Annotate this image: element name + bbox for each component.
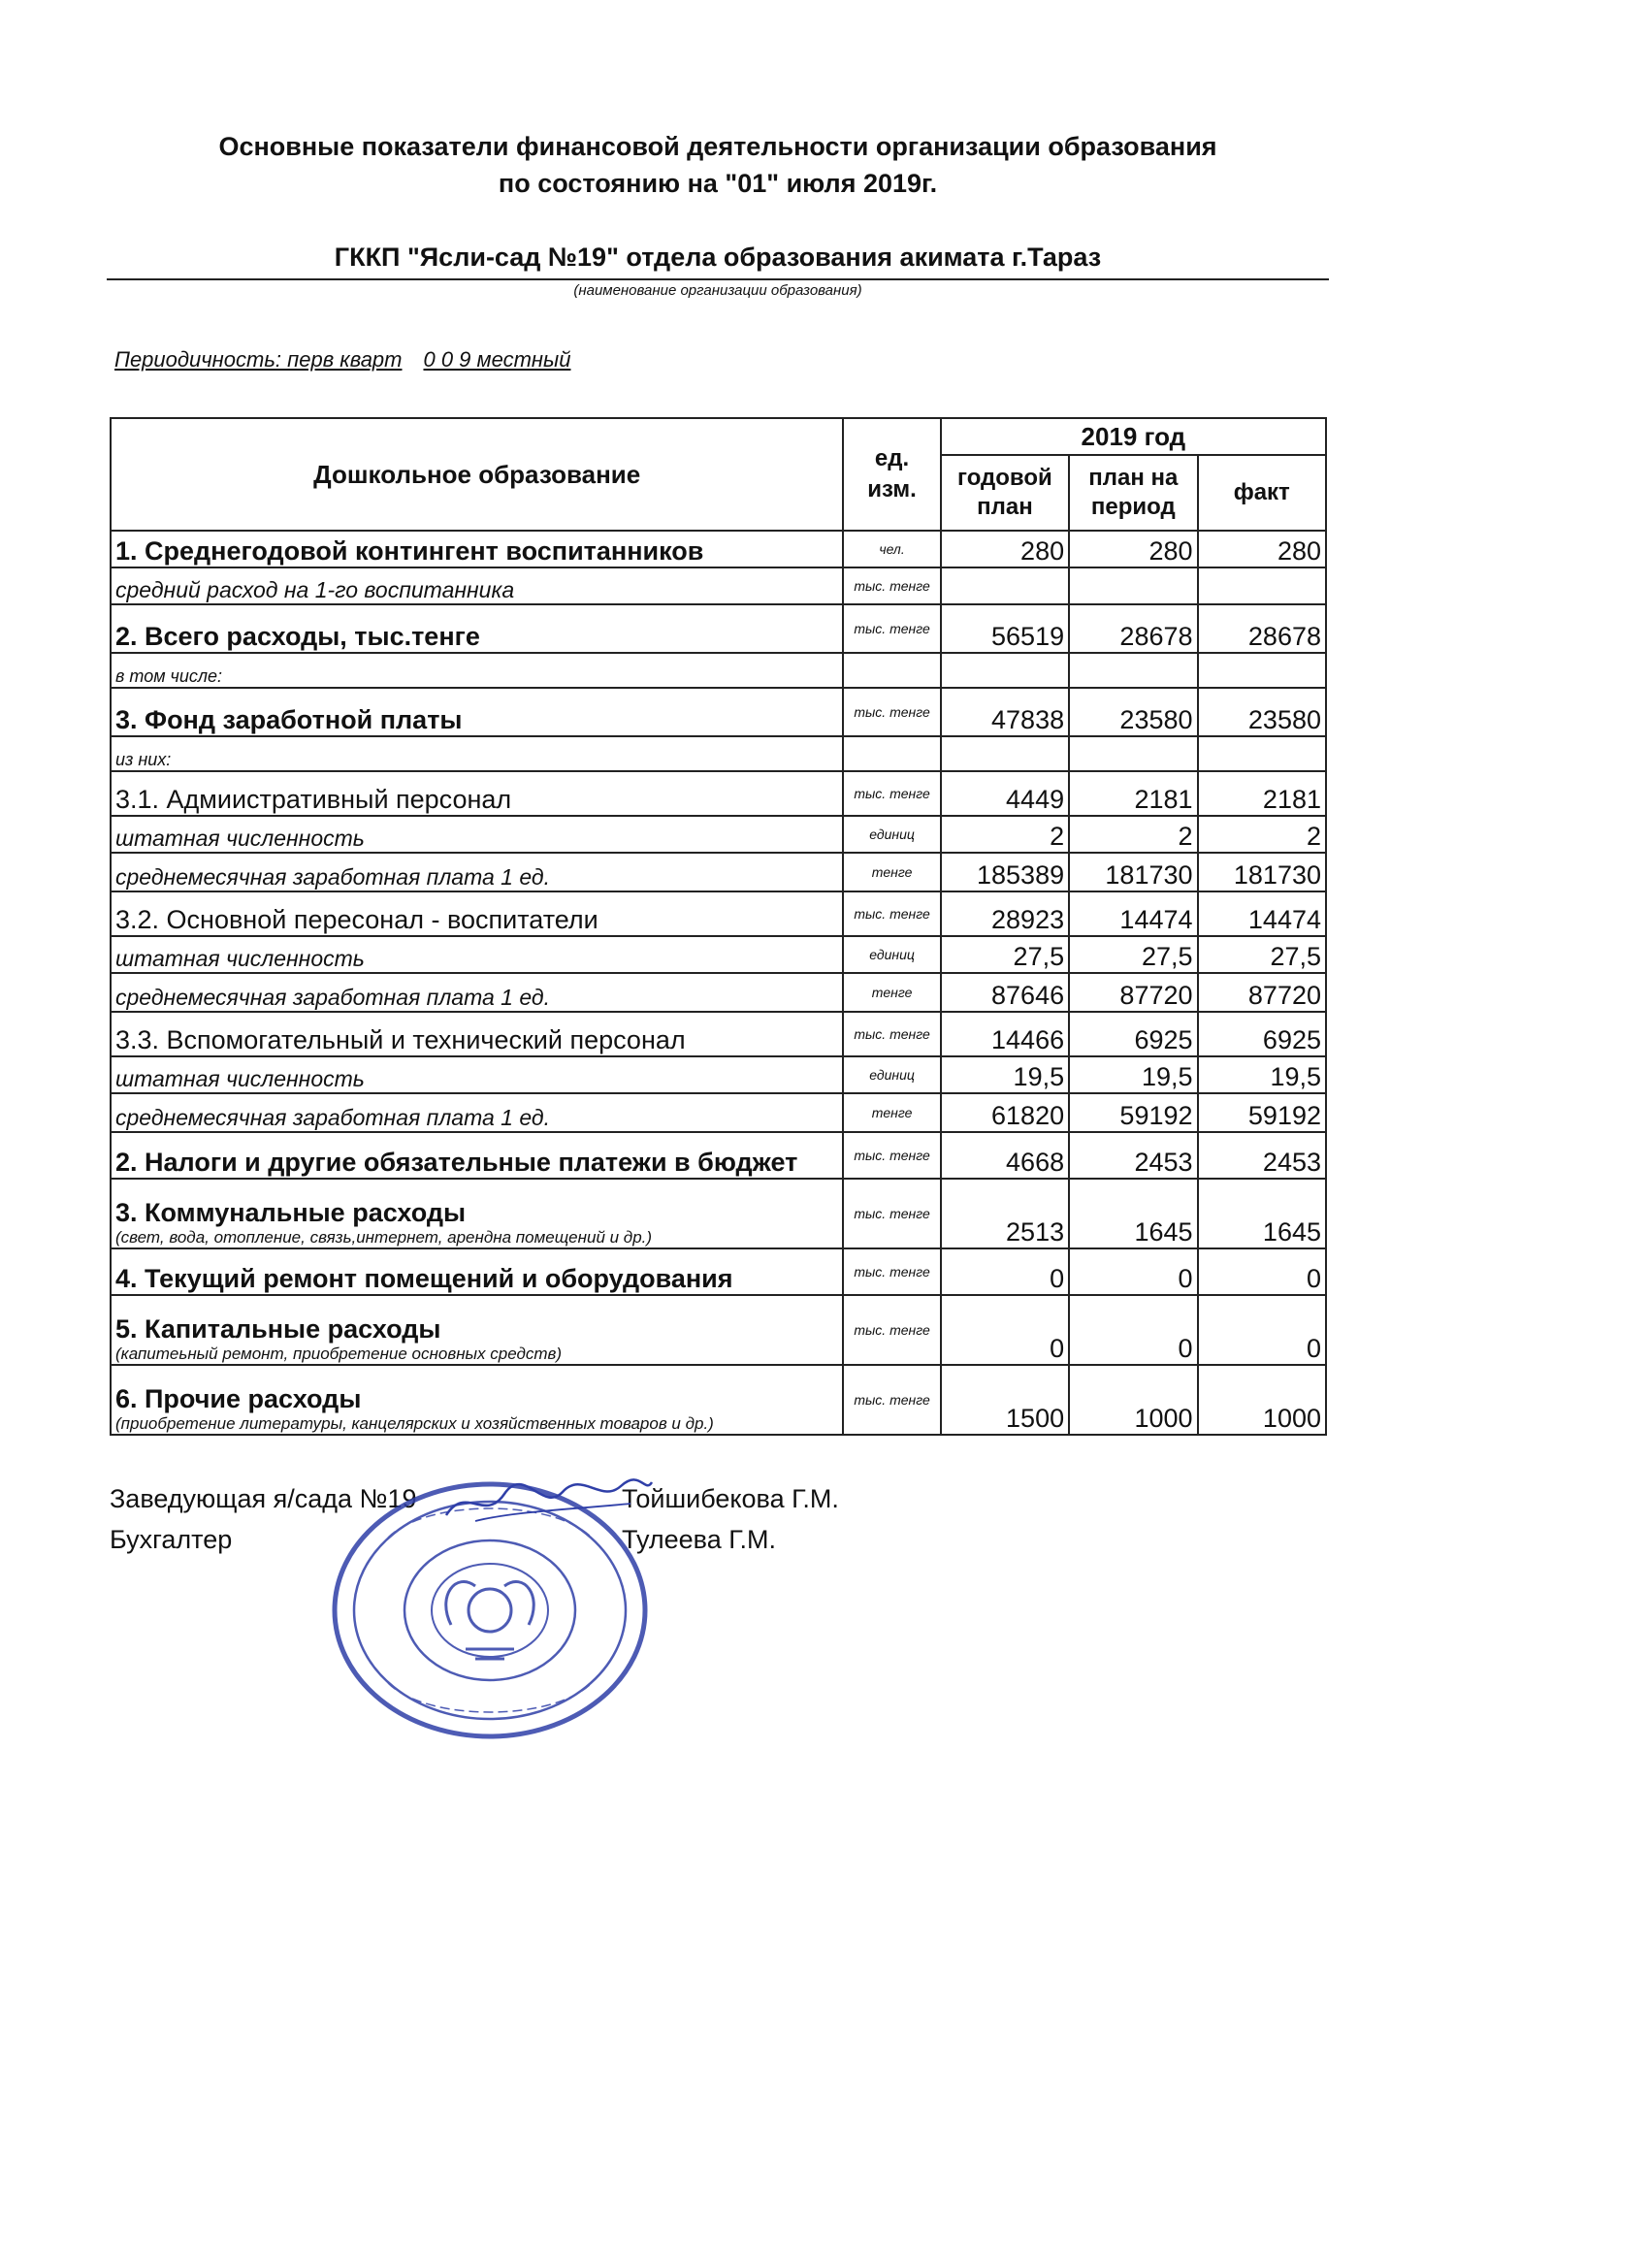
row-period-plan — [1069, 567, 1197, 604]
row-period-plan: 14474 — [1069, 891, 1197, 936]
row-name — [111, 1132, 843, 1179]
row-name — [111, 604, 843, 653]
row-unit — [843, 736, 940, 771]
row-name — [111, 1093, 843, 1132]
row-unit: тыс. тенге — [843, 567, 940, 604]
table-row — [111, 1179, 1326, 1248]
row-period-plan: 2181 — [1069, 771, 1197, 816]
head-label: Заведующая я/сада №19 — [110, 1484, 417, 1513]
row-period-plan: 59192 — [1069, 1093, 1197, 1132]
row-name — [111, 1179, 843, 1248]
periodicity-label: Периодичность: перв кварт — [114, 347, 403, 372]
row-unit: тыс. тенге — [843, 891, 940, 936]
table-row — [111, 1248, 1326, 1295]
document-title — [107, 128, 1329, 202]
row-name-text: 1. Среднегодовой контингент воспитанников — [115, 536, 704, 566]
table-row — [111, 1093, 1326, 1132]
row-fact: 27,5 — [1198, 936, 1326, 973]
accountant-name: Тулеева Г.М. — [622, 1525, 777, 1554]
row-name — [111, 771, 843, 816]
row-unit: тыс. тенге — [843, 1365, 940, 1435]
row-annual-plan: 27,5 — [941, 936, 1069, 973]
row-fact: 1645 — [1198, 1179, 1326, 1248]
row-name-text: среднемесячная заработная плата 1 ед. — [115, 1105, 550, 1130]
row-period-plan: 0 — [1069, 1295, 1197, 1365]
row-fact: 2181 — [1198, 771, 1326, 816]
row-unit: тыс. тенге — [843, 1179, 940, 1248]
row-annual-plan: 28923 — [941, 891, 1069, 936]
row-fact: 87720 — [1198, 973, 1326, 1012]
row-annual-plan — [941, 567, 1069, 604]
row-name-text: штатная численность — [115, 826, 365, 851]
row-name-text: 5. Капитальные расходы — [115, 1314, 441, 1344]
row-name — [111, 653, 843, 688]
row-name-text: 3.2. Основной пересонал - воспитатели — [115, 905, 598, 934]
row-note: (приобретение литературы, канцелярских и хозяйственных товаров и др.) — [115, 1414, 714, 1433]
official-seal-stamp — [330, 1479, 650, 1741]
header-fact: факт — [1198, 455, 1326, 531]
table-row — [111, 816, 1326, 853]
row-fact: 1000 — [1198, 1365, 1326, 1435]
row-annual-plan: 56519 — [941, 604, 1069, 653]
row-annual-plan: 14466 — [941, 1012, 1069, 1056]
row-period-plan: 87720 — [1069, 973, 1197, 1012]
table-row — [111, 1295, 1326, 1365]
row-name-text: 3. Фонд заработной платы — [115, 705, 463, 734]
financial-indicators-table — [110, 417, 1327, 1436]
row-name — [111, 1295, 843, 1365]
row-fact: 23580 — [1198, 688, 1326, 736]
row-unit: тыс. тенге — [843, 1132, 940, 1179]
row-name — [111, 1365, 843, 1435]
row-period-plan: 0 — [1069, 1248, 1197, 1295]
table-row — [111, 771, 1326, 816]
row-name-text: 3. Коммунальные расходы — [115, 1198, 467, 1227]
periodicity — [114, 347, 570, 373]
title-line-1: Основные показатели финансовой деятельности организации образования — [218, 132, 1217, 161]
row-name-text: 2. Налоги и другие обязательные платежи в бюджет — [115, 1148, 798, 1177]
row-name-text: в том числе: — [115, 666, 223, 686]
row-name-text: средний расход на 1-го воспитанника — [115, 577, 515, 602]
table-row — [111, 604, 1326, 653]
row-unit: тыс. тенге — [843, 1295, 940, 1365]
row-annual-plan: 185389 — [941, 853, 1069, 891]
row-annual-plan: 280 — [941, 531, 1069, 567]
row-name — [111, 1248, 843, 1295]
row-name — [111, 816, 843, 853]
row-note: (капитеьный ремонт, приобретение основных средств) — [115, 1345, 563, 1363]
row-unit — [843, 653, 940, 688]
row-fact: 2 — [1198, 816, 1326, 853]
row-name — [111, 936, 843, 973]
row-name-text: 4. Текущий ремонт помещений и оборудования — [115, 1264, 733, 1293]
table-row — [111, 853, 1326, 891]
row-unit: единиц — [843, 1056, 940, 1093]
row-period-plan: 23580 — [1069, 688, 1197, 736]
row-name-text: штатная численность — [115, 946, 365, 971]
row-name — [111, 891, 843, 936]
row-annual-plan: 2513 — [941, 1179, 1069, 1248]
row-fact: 28678 — [1198, 604, 1326, 653]
row-fact: 280 — [1198, 531, 1326, 567]
row-period-plan: 19,5 — [1069, 1056, 1197, 1093]
table-row — [111, 567, 1326, 604]
table-row — [111, 736, 1326, 771]
row-unit: тыс. тенге — [843, 771, 940, 816]
signature-accountant — [110, 1525, 777, 1555]
row-fact — [1198, 653, 1326, 688]
row-fact: 59192 — [1198, 1093, 1326, 1132]
row-fact: 0 — [1198, 1248, 1326, 1295]
row-name-text: среднемесячная заработная плата 1 ед. — [115, 985, 550, 1010]
table-row — [111, 531, 1326, 567]
row-name — [111, 973, 843, 1012]
row-annual-plan: 47838 — [941, 688, 1069, 736]
row-period-plan: 1000 — [1069, 1365, 1197, 1435]
row-period-plan: 27,5 — [1069, 936, 1197, 973]
row-fact — [1198, 736, 1326, 771]
row-unit: тыс. тенге — [843, 604, 940, 653]
row-unit: тыс. тенге — [843, 1012, 940, 1056]
row-unit: тенге — [843, 973, 940, 1012]
row-unit: тыс. тенге — [843, 1248, 940, 1295]
row-annual-plan: 19,5 — [941, 1056, 1069, 1093]
organization-name: ГККП "Ясли-сад №19" отдела образования акимата г.Тараз — [334, 243, 1102, 272]
row-annual-plan — [941, 653, 1069, 688]
row-unit: тенге — [843, 853, 940, 891]
table-row — [111, 1012, 1326, 1056]
row-fact: 181730 — [1198, 853, 1326, 891]
row-period-plan: 2 — [1069, 816, 1197, 853]
header-name: Дошкольное образование — [111, 418, 843, 531]
row-period-plan: 280 — [1069, 531, 1197, 567]
row-annual-plan: 4449 — [941, 771, 1069, 816]
header-annual-plan: годовой план — [941, 455, 1069, 531]
row-name-text: 3.3. Вспомогательный и технический персонал — [115, 1025, 686, 1054]
row-name-text: 3.1. Адмиистративный персонал — [115, 785, 512, 814]
row-fact: 0 — [1198, 1295, 1326, 1365]
row-period-plan: 1645 — [1069, 1179, 1197, 1248]
row-annual-plan: 2 — [941, 816, 1069, 853]
row-fact: 2453 — [1198, 1132, 1326, 1179]
row-name — [111, 1056, 843, 1093]
row-annual-plan: 4668 — [941, 1132, 1069, 1179]
row-name-text: штатная численность — [115, 1066, 365, 1091]
row-period-plan: 6925 — [1069, 1012, 1197, 1056]
table-row — [111, 1056, 1326, 1093]
row-fact: 19,5 — [1198, 1056, 1326, 1093]
row-annual-plan: 0 — [941, 1295, 1069, 1365]
table-row — [111, 653, 1326, 688]
row-unit: тенге — [843, 1093, 940, 1132]
row-period-plan: 2453 — [1069, 1132, 1197, 1179]
title-line-2: по состоянию на "01" июля 2019г. — [498, 169, 938, 198]
table-row — [111, 973, 1326, 1012]
table-row — [111, 1365, 1326, 1435]
row-annual-plan — [941, 736, 1069, 771]
row-fact — [1198, 567, 1326, 604]
head-name: Тойшибекова Г.М. — [622, 1484, 839, 1513]
row-name-text: среднемесячная заработная плата 1 ед. — [115, 864, 550, 890]
organization-underline — [107, 278, 1329, 280]
row-unit: единиц — [843, 936, 940, 973]
row-name — [111, 853, 843, 891]
row-period-plan: 181730 — [1069, 853, 1197, 891]
row-name — [111, 1012, 843, 1056]
header-period-plan: план на период — [1069, 455, 1197, 531]
row-annual-plan: 0 — [941, 1248, 1069, 1295]
row-unit: тыс. тенге — [843, 688, 940, 736]
row-annual-plan: 87646 — [941, 973, 1069, 1012]
row-annual-plan: 1500 — [941, 1365, 1069, 1435]
row-name-text: 6. Прочие расходы — [115, 1384, 362, 1413]
header-unit: ед. изм. — [843, 418, 940, 531]
header-year: 2019 год — [941, 418, 1326, 455]
row-name — [111, 531, 843, 567]
table-row — [111, 688, 1326, 736]
row-name — [111, 567, 843, 604]
organization-caption: (наименование организации образования) — [573, 282, 862, 299]
row-annual-plan: 61820 — [941, 1093, 1069, 1132]
table-row — [111, 936, 1326, 973]
row-period-plan — [1069, 736, 1197, 771]
row-period-plan: 28678 — [1069, 604, 1197, 653]
accountant-label: Бухгалтер — [110, 1525, 233, 1554]
row-note: (свет, вода, отопление, связь,интернет, арендна помещений и др.) — [115, 1228, 653, 1247]
row-name-text: из них: — [115, 750, 172, 769]
table-row — [111, 1132, 1326, 1179]
table-row — [111, 891, 1326, 936]
row-unit: единиц — [843, 816, 940, 853]
row-fact: 6925 — [1198, 1012, 1326, 1056]
row-name — [111, 688, 843, 736]
row-name — [111, 736, 843, 771]
periodicity-code: 0 0 9 местный — [423, 347, 571, 372]
row-name-text: 2. Всего расходы, тыс.тенге — [115, 622, 480, 651]
row-fact: 14474 — [1198, 891, 1326, 936]
row-unit: чел. — [843, 531, 940, 567]
row-period-plan — [1069, 653, 1197, 688]
